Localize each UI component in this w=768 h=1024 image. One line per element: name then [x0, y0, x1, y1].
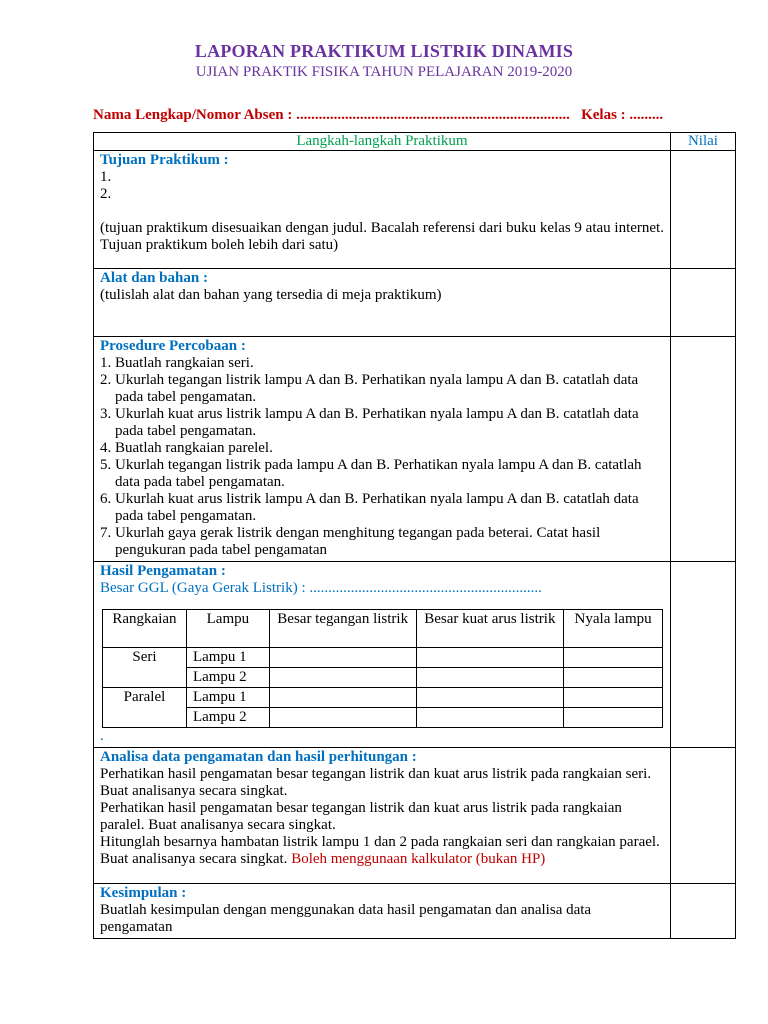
obs-cell-input[interactable]: [416, 668, 564, 688]
prosedur-step: 1. Buatlah rangkaian seri.: [100, 355, 254, 371]
prosedur-step: 2. Ukurlah tegangan listrik lampu A dan B. Perhatikan nyala lampu A dan B. catatlah data pada tabel pengamatan.: [100, 372, 639, 405]
obs-header-lampu: Lampu: [186, 610, 269, 648]
kesimpulan-text: Buatlah kesimpulan dengan menggunakan data hasil pengamatan dan analisa data pengamatan: [100, 902, 592, 935]
obs-cell-input[interactable]: [269, 688, 416, 708]
report-title: LAPORAN PRAKTIKUM LISTRIK DINAMIS: [194, 41, 574, 61]
report-table: [93, 132, 736, 939]
obs-lamp-label: Lampu 1: [186, 688, 269, 708]
identity-line: Nama Lengkap/Nomor Absen : ......................................................................... Kelas : .........: [93, 107, 664, 123]
header-score: Nilai: [670, 133, 735, 151]
hasil-title: Hasil Pengamatan :: [100, 563, 226, 579]
prosedur-step: 6. Ukurlah kuat arus listrik lampu A dan B. Perhatikan nyala lampu A dan B. catatlah data pada tabel pengamatan.: [100, 491, 639, 524]
analisa-paragraph-3-text: Hitunglah besarnya hambatan listrik lampu 1 dan 2 pada rangkaian seri dan rangkaian parael. Buat analisanya secara singkat.: [100, 834, 660, 867]
obs-lamp-label: Lampu 1: [186, 648, 269, 668]
obs-cell-input[interactable]: [564, 668, 663, 688]
prosedur-step: 5. Ukurlah tegangan listrik pada lampu A dan B. Perhatikan nyala lampu A dan B. catatlah data pada tabel pengamatan.: [100, 457, 642, 490]
obs-group-paralel: Paralel: [103, 688, 187, 728]
obs-cell-input[interactable]: [416, 648, 564, 668]
analisa-title: Analisa data pengamatan dan hasil perhitungan :: [100, 749, 417, 765]
obs-cell-input[interactable]: [564, 708, 663, 728]
report-subtitle: UJIAN PRAKTIK FISIKA TAHUN PELAJARAN 2019-2020: [195, 64, 573, 80]
section-analisa: [94, 748, 671, 884]
tujuan-line-2: 2.: [100, 186, 112, 202]
alat-note: (tulislah alat dan bahan yang tersedia di meja praktikum): [100, 287, 442, 303]
obs-cell-input[interactable]: [564, 648, 663, 668]
section-kesimpulan: [94, 884, 671, 939]
tujuan-note: (tujuan praktikum disesuaikan dengan judul. Bacalah referensi dari buku kelas 9 atau internet. Tujuan praktikum boleh lebih dari satu): [100, 220, 664, 253]
section-alat: [94, 269, 671, 337]
score-cell-prosedur[interactable]: [670, 337, 735, 562]
score-cell-alat[interactable]: [670, 269, 735, 337]
ggl-line: Besar GGL (Gaya Gerak Listrik) : ..............................................................: [100, 580, 542, 596]
obs-lamp-label: Lampu 2: [186, 668, 269, 688]
obs-cell-input[interactable]: [564, 688, 663, 708]
score-cell-analisa[interactable]: [670, 748, 735, 884]
obs-header-tegangan: Besar tegangan listrik: [269, 610, 416, 648]
obs-header-nyala: Nyala lampu: [564, 610, 663, 648]
obs-cell-input[interactable]: [269, 648, 416, 668]
observation-table: [102, 609, 663, 728]
analisa-paragraph-2: Perhatikan hasil pengamatan besar tegangan listrik dan kuat arus listrik pada rangkaian paralel. Buat analisanya secara singkat.: [100, 800, 622, 833]
section-tujuan: [94, 151, 671, 269]
obs-lamp-label: Lampu 2: [186, 708, 269, 728]
score-cell-kesimpulan[interactable]: [670, 884, 735, 939]
score-cell-tujuan[interactable]: [670, 151, 735, 269]
header-steps: Langkah-langkah Praktikum: [94, 133, 671, 151]
obs-group-seri: Seri: [103, 648, 187, 688]
obs-cell-input[interactable]: [416, 688, 564, 708]
obs-header-rangkaian: Rangkaian: [103, 610, 187, 648]
score-cell-hasil[interactable]: [670, 562, 735, 748]
analisa-paragraph-3: [100, 834, 665, 868]
obs-cell-input[interactable]: [416, 708, 564, 728]
prosedur-title: Prosedure Percobaan :: [100, 338, 246, 354]
hasil-trailing-dot: .: [100, 728, 104, 744]
prosedur-step: 4. Buatlah rangkaian parelel.: [100, 440, 273, 456]
section-prosedur: [94, 337, 671, 562]
obs-cell-input[interactable]: [269, 668, 416, 688]
obs-cell-input[interactable]: [269, 708, 416, 728]
prosedur-step: 3. Ukurlah kuat arus listrik lampu A dan B. Perhatikan nyala lampu A dan B. catatlah data pada tabel pengamatan.: [100, 406, 639, 439]
prosedur-step: 7. Ukurlah gaya gerak listrik dengan menghitung tegangan pada beterai. Catat hasil pengukuran pada tabel pengamatan: [100, 525, 601, 558]
kesimpulan-title: Kesimpulan :: [100, 885, 187, 901]
section-hasil: [94, 562, 671, 748]
tujuan-line-1: 1.: [100, 169, 112, 185]
alat-title: Alat dan bahan :: [100, 270, 208, 286]
calculator-note: Boleh menggunaan kalkulator (bukan HP): [291, 851, 546, 867]
tujuan-title: Tujuan Praktikum :: [100, 152, 229, 168]
analisa-paragraph-1: Perhatikan hasil pengamatan besar tegangan listrik dan kuat arus listrik pada rangkaian seri. Buat analisanya secara singkat.: [100, 766, 652, 799]
prosedur-steps: [100, 355, 665, 559]
obs-header-arus: Besar kuat arus listrik: [416, 610, 564, 648]
